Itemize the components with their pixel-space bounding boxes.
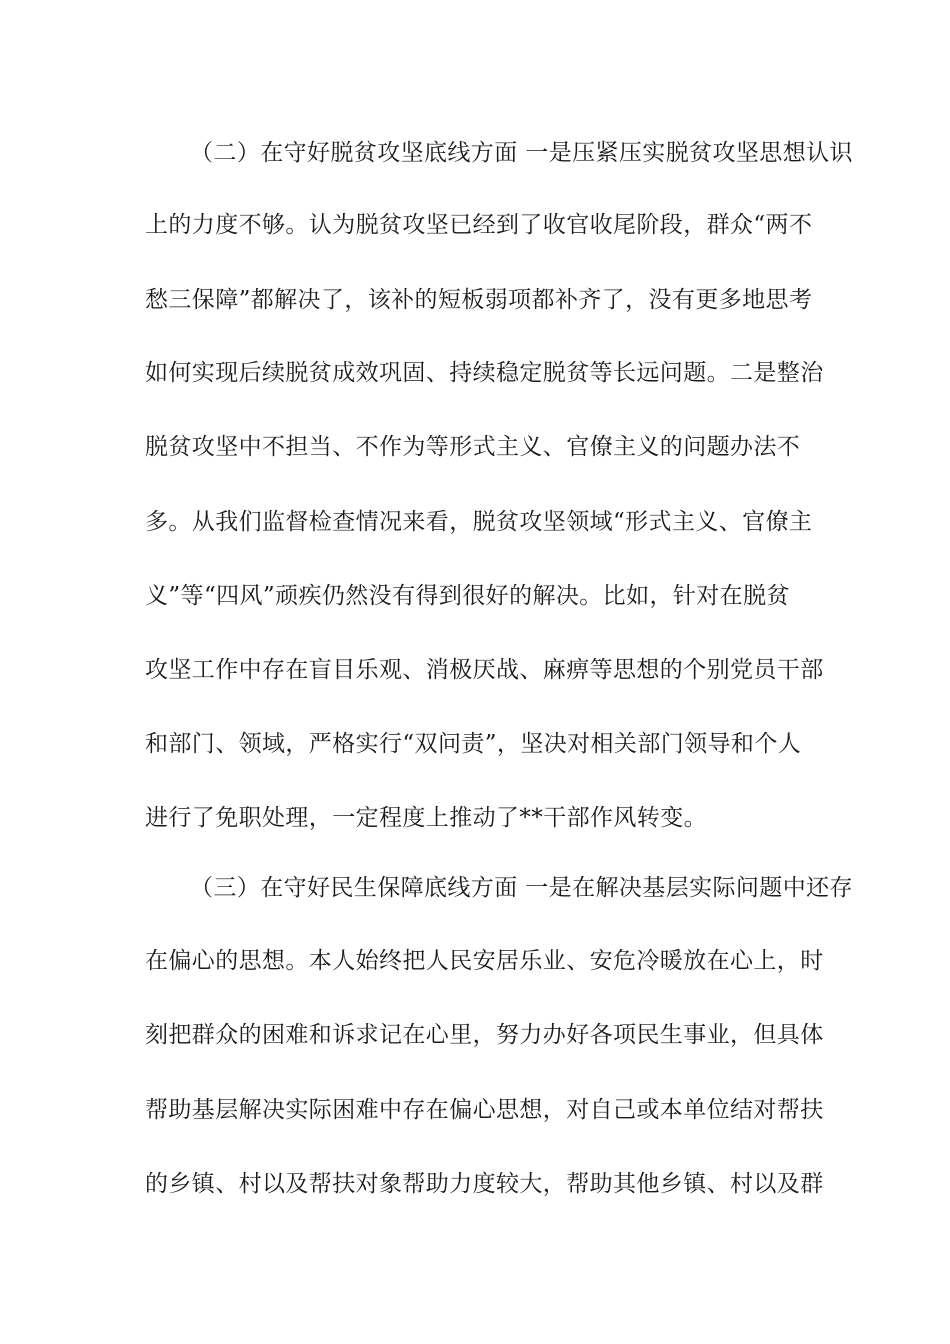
paragraph-3-line-1: （三）在守好民生保障底线方面 一是在解决基层实际问题中还存	[190, 875, 853, 901]
paragraph-2-line-3: 愁三保障”都解决了，该补的短板弱项都补齐了，没有更多地思考	[145, 287, 813, 313]
paragraph-2-line-7: 义”等“四风”顽疾仍然没有得到很好的解决。比如，针对在脱贫	[145, 583, 790, 609]
paragraph-2-line-1: （二）在守好脱贫攻坚底线方面 一是压紧压实脱贫攻坚思想认识	[190, 140, 853, 166]
paragraph-2-line-6: 多。从我们监督检查情况来看，脱贫攻坚领域“形式主义、官僚主	[145, 509, 813, 535]
paragraph-2-line-9: 和部门、领域，严格实行“双问责”，坚决对相关部门领导和个人	[145, 731, 802, 757]
paragraph-3-line-2: 在偏心的思想。本人始终把人民安居乐业、安危冷暖放在心上，时	[145, 948, 824, 974]
paragraph-3-line-3: 刻把群众的困难和诉求记在心里，努力办好各项民生事业，但具体	[145, 1022, 824, 1048]
paragraph-2-line-10: 进行了免职处理，一定程度上推动了**干部作风转变。	[145, 805, 707, 831]
paragraph-3-line-5: 的乡镇、村以及帮扶对象帮助力度较大，帮助其他乡镇、村以及群	[145, 1171, 824, 1197]
paragraph-2-line-8: 攻坚工作中存在盲目乐观、消极厌战、麻痹等思想的个别党员干部	[145, 657, 824, 683]
paragraph-2-line-2: 上的力度不够。认为脱贫攻坚已经到了收官收尾阶段，群众“两不	[145, 212, 813, 238]
paragraph-2-line-4: 如何实现后续脱贫成效巩固、持续稳定脱贫等长远问题。二是整治	[145, 360, 824, 386]
paragraph-3-line-4: 帮助基层解决实际困难中存在偏心思想，对自己或本单位结对帮扶	[145, 1097, 824, 1123]
paragraph-2-line-5: 脱贫攻坚中不担当、不作为等形式主义、官僚主义的问题办法不	[145, 434, 801, 460]
